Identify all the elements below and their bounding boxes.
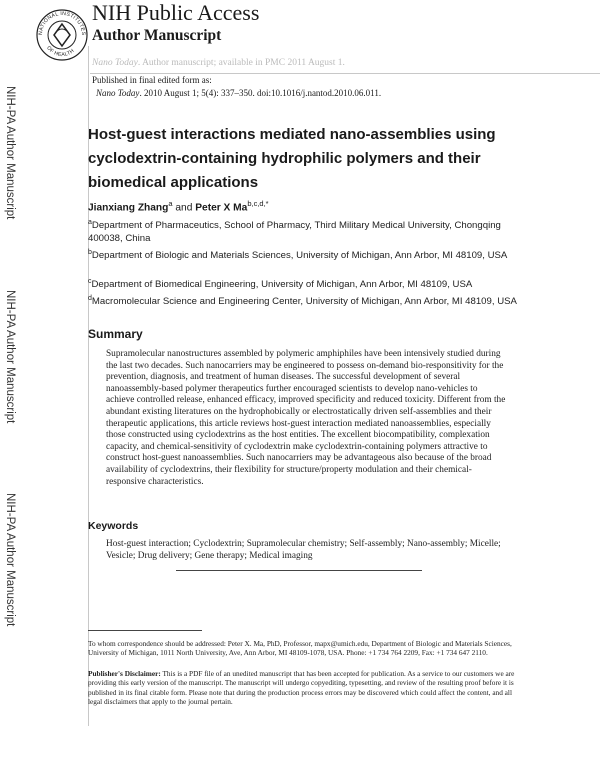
affiliation-d: $^d$Macromolecular Science and Engineering Center, University of Michigan, Ann Arbor, MI 48109, USA: [88, 295, 517, 308]
affiliation-c: $^c$Department of Biomedical Engineering, University of Michigan, Ann Arbor, MI 48109, USA: [88, 278, 473, 291]
footnote-rule: [88, 630, 202, 631]
disclaimer-label: Publisher's Disclaimer:: [88, 669, 161, 678]
keywords-heading: Keywords: [88, 520, 139, 532]
affiliation-b: $^b$Department of Biologic and Materials Sciences, University of Michigan, Ann Arbor, MI 48109, USA: [88, 249, 508, 262]
side-label-2: NIH-PA Author Manuscript: [4, 290, 16, 424]
summary-text: Supramolecular nanostructures assembled by polymeric amphiphiles have been intensively studied during the last two decades. Such nanocarriers may be engineered to possess on-demand bio-responsitivity for the prevention, diagnosis, and treatment of human diseases. The successful development of several nanoassembly-based polymer therapeutics further encouraged scientists to develop nano-vehicles to achieve controlled release, enhanced efficacy, improved specificity and reduced toxicity. Different from the abundant existing literatures on the hydrophobically or electrostatically driven self-assemblies and their therapeutic applications, this article reviews host-guest interaction mediated nanoassemblies, especially those constructed using cyclodextrins as the host entities. The excellent biocompatibility, complexation capacity, and chemical-sensitivity of cyclodextrin make cyclodextrin-containing polymers attractive to construct host-guest nanoassemblies. Such nanocarriers may be advantageous also because of the broad availability of cyclodextrins, their flexibility for structure/property modulation and their chemical-responsive characteristics.: [106, 349, 506, 487]
availability-note: [92, 57, 345, 69]
side-label-1: NIH-PA Author Manuscript: [4, 86, 16, 220]
citation-details: . 2010 August 1; 5(4): 337–350. doi:10.1016/j.nantod.2010.06.011.: [139, 88, 382, 98]
author-1: Jianxiang Zhang: [88, 202, 169, 214]
keywords-text: Host-guest interaction; Cyclodextrin; Supramolecular chemistry; Self-assembly; Nano-assembly; Micelle; Vesicle; Drug delivery; Gene therapy; Medical imaging: [106, 539, 501, 561]
header-rule: [90, 73, 600, 74]
author-manuscript-subtitle: Author Manuscript: [92, 27, 222, 44]
logo-text-bottom: OF HEALTH: [45, 45, 76, 59]
side-label-3: NIH-PA Author Manuscript: [4, 493, 16, 627]
keywords-rule: [176, 570, 422, 571]
disclaimer-text: This is a PDF file of an unedited manuscript that has been accepted for publication. As a service to our customers we are providing this early version of the manuscript. The manuscript will undergo copyediting, typesetting, and review of the resulting proof before it is published in its final citable form. Please note that during the production process errors may be discovered which could affect the content, and all legal disclaimers that apply to the journal pertain.: [88, 669, 515, 707]
citation-line: [96, 88, 381, 99]
nih-public-access-title: NIH Public Access: [92, 0, 260, 25]
summary-heading: Summary: [88, 327, 143, 341]
affiliation-a: $^a$Department of Pharmaceutics, School of Pharmacy, Third Military Medical University, Chongqing 400038, China: [88, 219, 501, 244]
correspondence-note: To whom correspondence should be addressed: Peter X. Ma, PhD, Professor, mapx@umich.edu, Department of Biologic and Materials Sciences, University of Michigan, 1011 North University, Ave, Ann Arbor, MI 48109-1078, USA. Phone: +1 734 764 2209, Fax: +1 734 647 2110.: [88, 639, 512, 658]
article-title: Host-guest interactions mediated nano-assemblies using cyclodextrin-containing hydrophilic polymers and their biomedical applications: [88, 126, 496, 191]
published-label: Published in final edited form as:: [92, 75, 212, 85]
author-2-sup: b,c,d,*: [247, 199, 269, 208]
publisher-disclaimer: [88, 669, 518, 707]
authors-line: [88, 197, 269, 215]
author-and: and: [172, 202, 196, 214]
author-1-sup: a: [168, 199, 173, 208]
logo-text-top: NATIONAL INSTITUTES: [37, 10, 87, 36]
nih-logo: [34, 4, 90, 66]
citation-journal: Nano Today: [96, 88, 140, 98]
author-2: Peter X Ma: [195, 202, 248, 214]
journal-note: . Author manuscript; available in PMC 2011 August 1.: [137, 58, 345, 68]
journal-name: Nano Today: [92, 58, 138, 68]
